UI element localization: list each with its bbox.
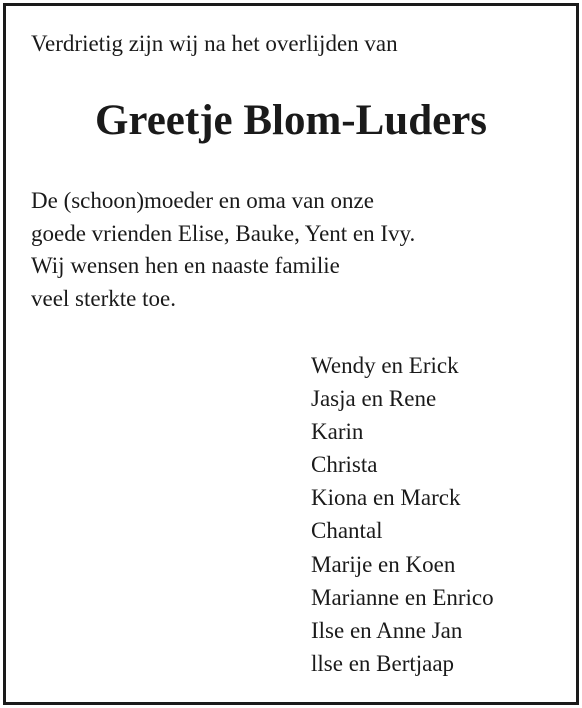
message-line: Wij wensen hen en naaste familie — [31, 253, 340, 279]
signatory: Marije en Koen — [311, 551, 456, 577]
condolence-notice — [3, 3, 579, 705]
signatory: Karin — [311, 419, 364, 445]
deceased-name: Greetje Blom-Luders — [94, 97, 488, 144]
signatories-list — [311, 349, 494, 680]
signatory: Kiona en Marck — [311, 485, 461, 511]
signatory: Marianne en Enrico — [311, 584, 494, 610]
signatory: Christa — [311, 452, 378, 478]
signatory: Ilse en Anne Jan — [311, 617, 463, 643]
message-line: veel sterkte toe. — [31, 286, 176, 312]
message-line: De (schoon)moeder en oma van onze — [31, 188, 374, 213]
condolence-message — [31, 185, 415, 316]
signatory: Jasja en Rene — [311, 386, 437, 412]
signatory: Wendy en Erick — [311, 353, 459, 378]
signatory: Chantal — [311, 518, 383, 544]
message-line: goede vrienden Elise, Bauke, Yent en Ivy. — [31, 220, 416, 246]
signatory: llse en Bertjaap — [311, 650, 455, 676]
intro-text: Verdrietig zijn wij na het overlijden van — [31, 31, 398, 56]
